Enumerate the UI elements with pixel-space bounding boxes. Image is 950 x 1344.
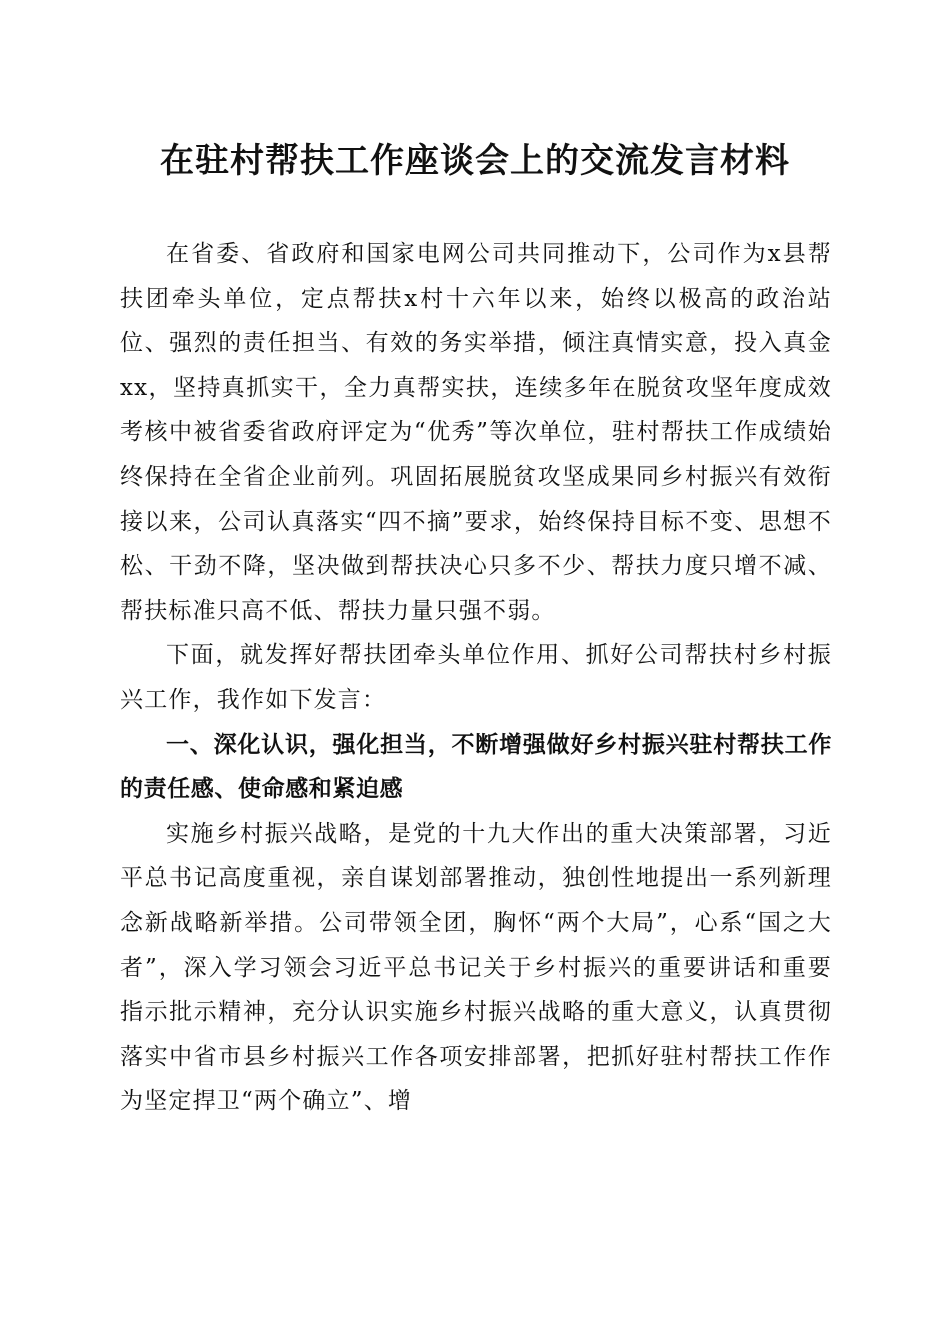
- document-body: [120, 232, 832, 1124]
- document-title: 在驻村帮扶工作座谈会上的交流发言材料: [160, 141, 790, 181]
- paragraph-section-1: 实施乡村振兴战略，是党的十九大作出的重大决策部署，习近平总书记高度重视，亲自谋划部署推动，独创性地提出一系列新理念新战略新举措。公司带领全团，胸怀“两个大局”，心系“国之大者”，深入学习领会习近平总书记关于乡村振兴的重要讲话和重要指示批示精神，充分认识实施乡村振兴战略的重大意义，认真贯彻落实中省市县乡村振兴工作各项安排部署，把抓好驻村帮扶工作作为坚定捍卫“两个确立”、增: [120, 820, 832, 1115]
- section-heading-1: 一、深化认识，强化担当，不断增强做好乡村振兴驻村帮扶工作的责任感、使命感和紧迫感: [120, 731, 832, 803]
- paragraph-transition: 下面，就发挥好帮扶团牵头单位作用、抓好公司帮扶村乡村振兴工作，我作如下发言：: [120, 642, 832, 713]
- paragraph-intro: 在省委、省政府和国家电网公司共同推动下，公司作为x县帮扶团牵头单位，定点帮扶x村十六年以来，始终以极高的政治站位、强烈的责任担当、有效的务实举措，倾注真情实意，投入真金xx，坚持真抓实干，全力真帮实扶，连续多年在脱贫攻坚年度成效考核中被省委省政府评定为“优秀”等次单位，驻村帮扶工作成绩始终保持在全省企业前列。巩固拓展脱贫攻坚成果同乡村振兴有效衔接以来，公司认真落实“四不摘”要求，始终保持目标不变、思想不松、干劲不降，坚决做到帮扶决心只多不少、帮扶力度只增不减、帮扶标准只高不低、帮扶力量只强不弱。: [120, 241, 832, 624]
